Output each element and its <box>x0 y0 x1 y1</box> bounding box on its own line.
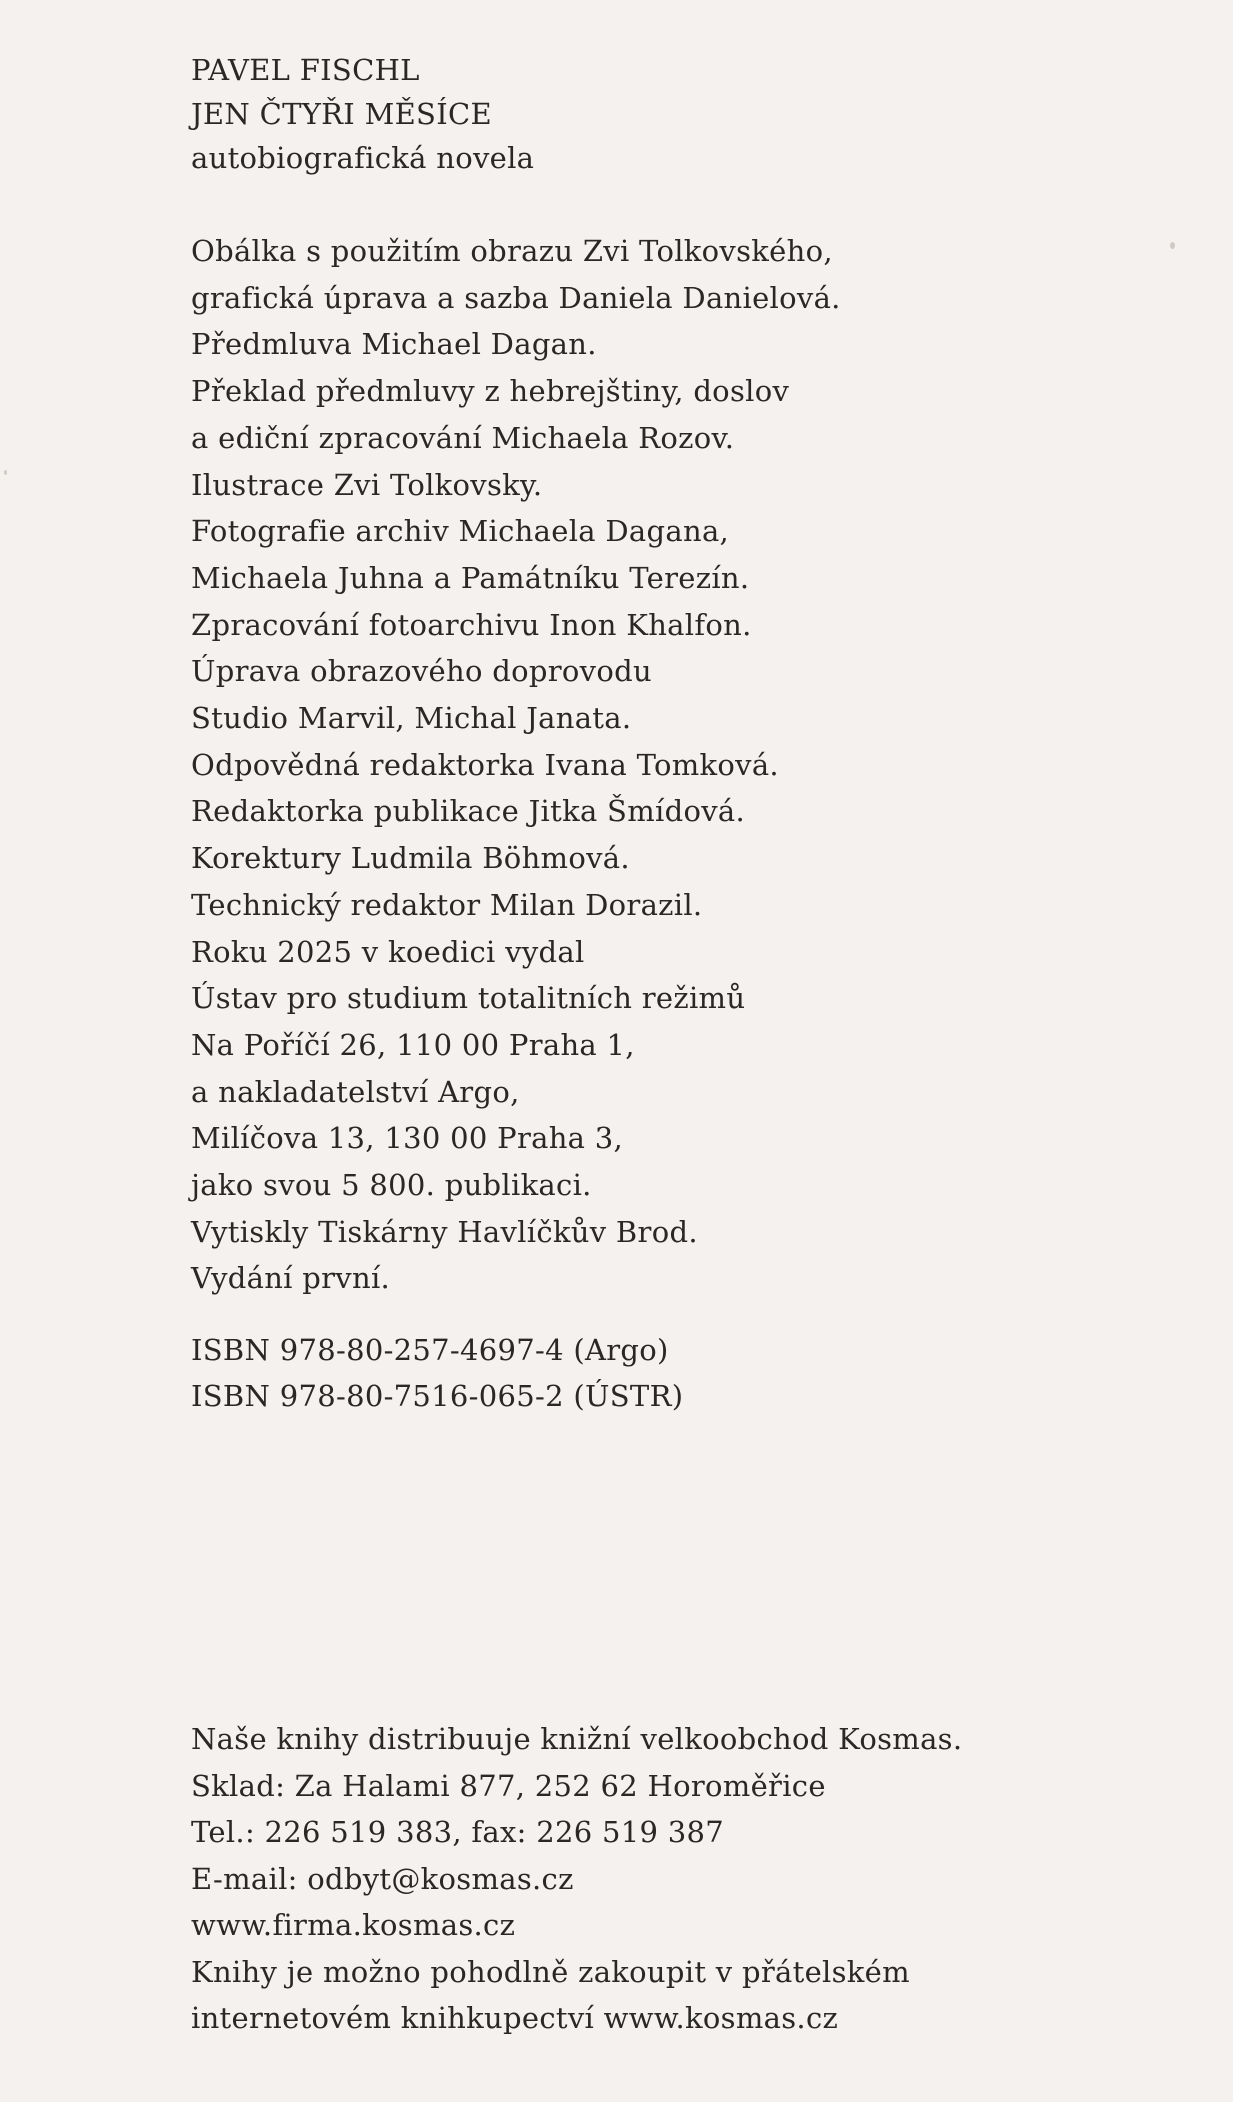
distribution-line: Knihy je možno pohodlně zakoupit v přátelském <box>191 1954 910 1989</box>
credits-line: grafická úprava a sazba Daniela Danielová. <box>191 280 841 315</box>
warehouse-address: Sklad: Za Halami 877, 252 62 Horoměřice <box>191 1768 826 1803</box>
distribution-line: Naše knihy distribuuje knižní velkoobchod Kosmas. <box>191 1722 963 1756</box>
phone-fax: Tel.: 226 519 383, fax: 226 519 387 <box>191 1815 725 1849</box>
book-title: JEN ČTYŘI MĚSÍCE <box>191 97 492 131</box>
email-line: E-mail: odbyt@kosmas.cz <box>191 1861 574 1896</box>
credits-line: jako svou 5 800. publikaci. <box>191 1168 592 1203</box>
book-title-block <box>191 48 534 180</box>
credits-line: Roku 2025 v koedici vydal <box>191 934 585 969</box>
credits-line: Předmluva Michael Dagan. <box>191 327 597 362</box>
credits-line: Vytiskly Tiskárny Havlíčkův Brod. <box>191 1214 698 1249</box>
distribution-block <box>191 1716 962 2042</box>
isbn-argo: ISBN 978-80-257-4697-4 (Argo) <box>191 1333 669 1367</box>
credits-line: Obálka s použitím obrazu Zvi Tolkovského, <box>191 234 833 268</box>
paper-speck <box>1170 242 1175 249</box>
credits-line: Odpovědná redaktorka Ivana Tomková. <box>191 747 779 782</box>
credits-line: Technický redaktor Milan Dorazil. <box>191 887 703 922</box>
credits-line: Michaela Juhna a Památníku Terezín. <box>191 560 750 595</box>
website-line: www.firma.kosmas.cz <box>191 1908 516 1942</box>
credits-line: a nakladatelství Argo, <box>191 1074 520 1109</box>
book-genre: autobiografická novela <box>191 141 535 175</box>
credits-line: Ilustrace Zvi Tolkovsky. <box>191 467 543 502</box>
credits-line: Ústav pro studium totalitních režimů <box>191 981 746 1016</box>
isbn-ustr: ISBN 978-80-7516-065-2 (ÚSTR) <box>191 1379 684 1413</box>
credits-line: Překlad předmluvy z hebrejštiny, doslov <box>191 374 790 409</box>
credits-line: Studio Marvil, Michal Janata. <box>191 701 632 736</box>
credits-line: Na Poříčí 26, 110 00 Praha 1, <box>191 1027 635 1062</box>
isbn-block <box>191 1327 683 1419</box>
credits-line: Úprava obrazového doprovodu <box>191 654 652 689</box>
paper-speck <box>4 470 7 475</box>
credits-line: Zpracování fotoarchivu Inon Khalfon. <box>191 607 752 642</box>
credits-line: Fotografie archiv Michaela Dagana, <box>191 514 730 549</box>
credits-line: Vydání první. <box>191 1261 391 1296</box>
distribution-line: internetovém knihkupectví www.kosmas.cz <box>191 2001 839 2035</box>
credits-line: a ediční zpracování Michaela Rozov. <box>191 420 735 455</box>
credits-line: Korektury Ludmila Böhmová. <box>191 841 630 876</box>
credits-line: Redaktorka publikace Jitka Šmídová. <box>191 794 746 829</box>
credits-line: Milíčova 13, 130 00 Praha 3, <box>191 1121 624 1156</box>
author-name: PAVEL FISCHL <box>191 53 420 87</box>
credits-block <box>191 228 841 1302</box>
